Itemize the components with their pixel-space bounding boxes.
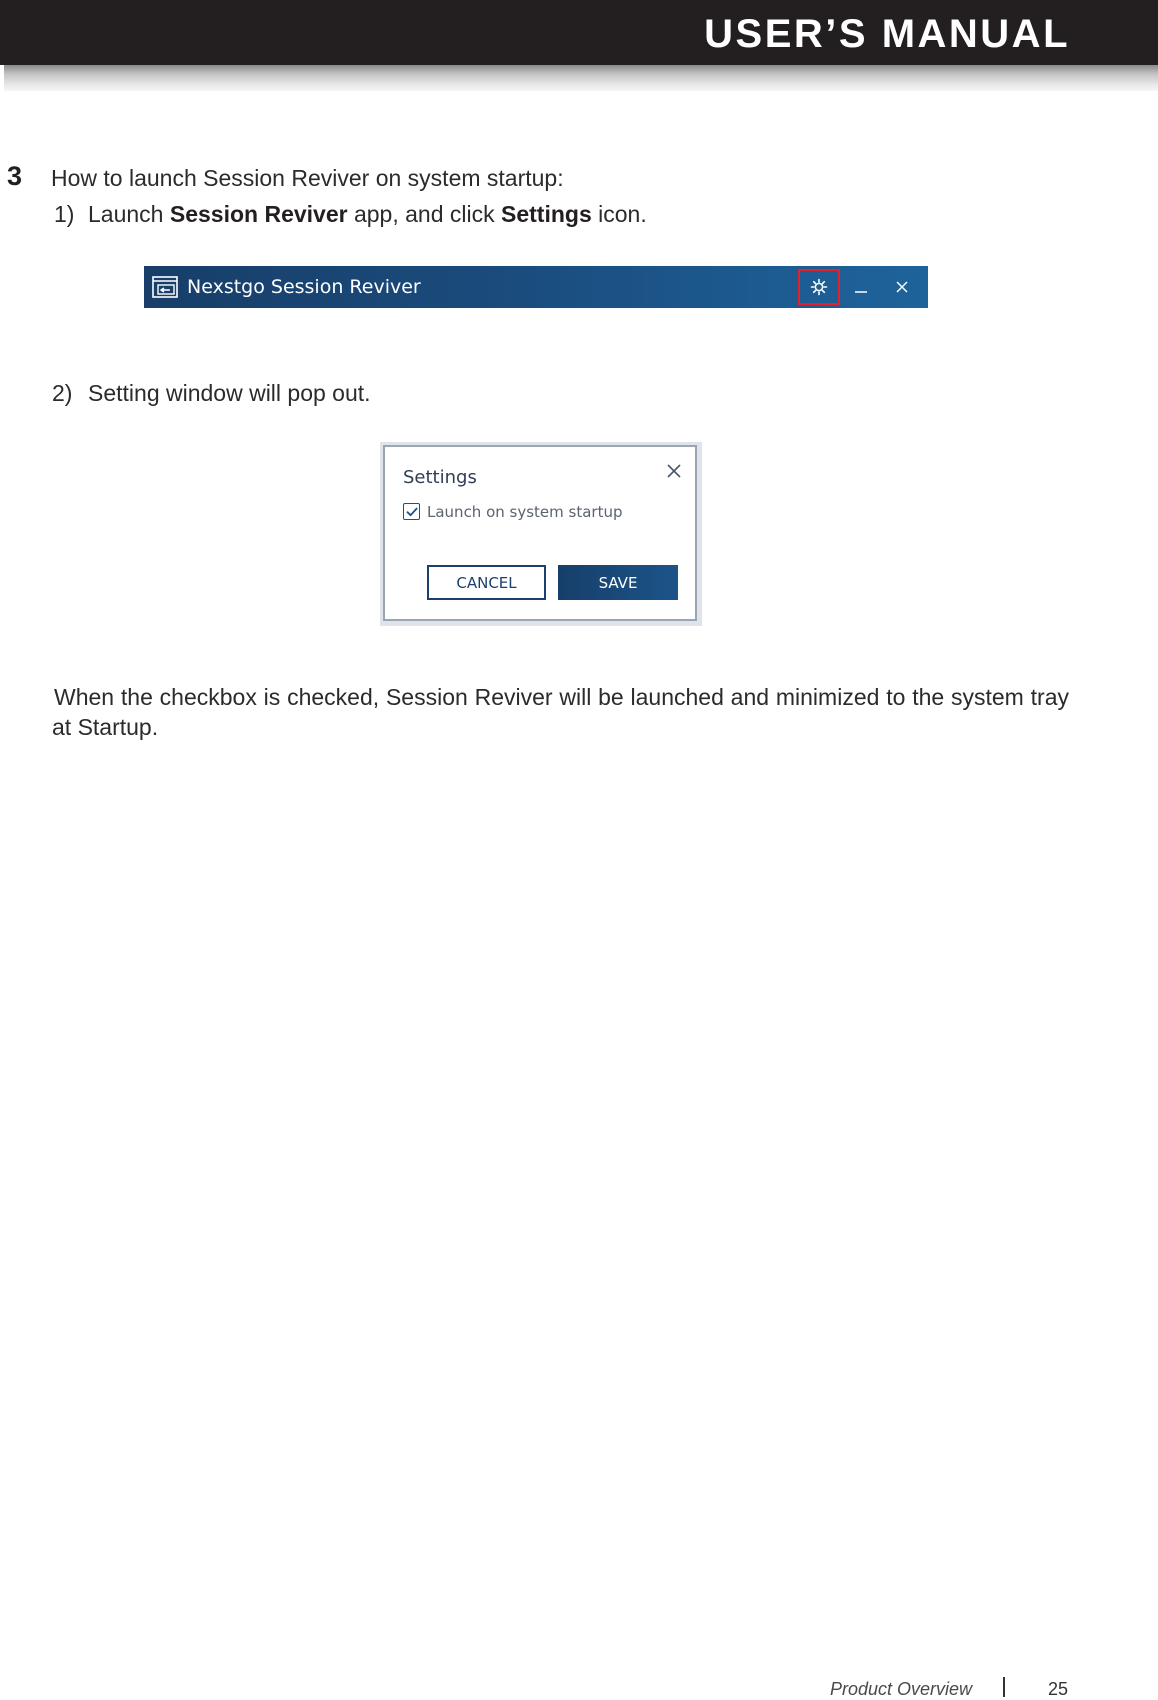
step-1-part: Launch — [88, 201, 170, 227]
close-button[interactable] — [881, 266, 923, 308]
section-number: 3 — [7, 161, 23, 191]
app-window-title: Nexstgo Session Reviver — [187, 276, 421, 298]
step-2-marker: 2) — [52, 380, 73, 406]
cancel-button[interactable]: CANCEL — [427, 565, 546, 600]
footer-divider — [1003, 1677, 1005, 1697]
dialog-close-icon[interactable] — [665, 462, 683, 480]
checkbox-label: Launch on system startup — [427, 503, 623, 521]
step-1-text — [88, 200, 647, 228]
step-1-marker: 1) — [54, 201, 75, 227]
app-icon — [152, 276, 178, 298]
close-icon — [894, 279, 910, 295]
step-1-part: app, and click — [347, 201, 501, 227]
step-1-settings-word: Settings — [501, 201, 592, 227]
checkmark-icon — [405, 505, 419, 519]
page-number: 25 — [1048, 1679, 1069, 1699]
section-heading: How to launch Session Reviver on system startup: — [51, 165, 564, 191]
manual-title: USER’S MANUAL — [704, 12, 1070, 56]
minimize-icon — [853, 279, 869, 295]
settings-highlight-box — [798, 269, 840, 305]
step-2-text: Setting window will pop out. — [88, 380, 371, 406]
header-bar — [0, 0, 1158, 65]
save-button[interactable]: SAVE — [558, 565, 678, 600]
step-1-app-name: Session Reviver — [169, 201, 348, 227]
explanation-paragraph: When the checkbox is checked, Session Reviver will be launched and minimized to the system tray at Startup. — [52, 684, 1069, 740]
settings-dialog — [383, 445, 697, 621]
launch-on-startup-checkbox[interactable] — [403, 503, 420, 520]
step-1-part: icon. — [591, 201, 647, 227]
app-titlebar — [144, 266, 928, 308]
header-shadow — [4, 65, 1158, 91]
minimize-button[interactable] — [840, 266, 882, 308]
footer-section-name: Product Overview — [830, 1679, 973, 1699]
dialog-title: Settings — [403, 467, 477, 488]
